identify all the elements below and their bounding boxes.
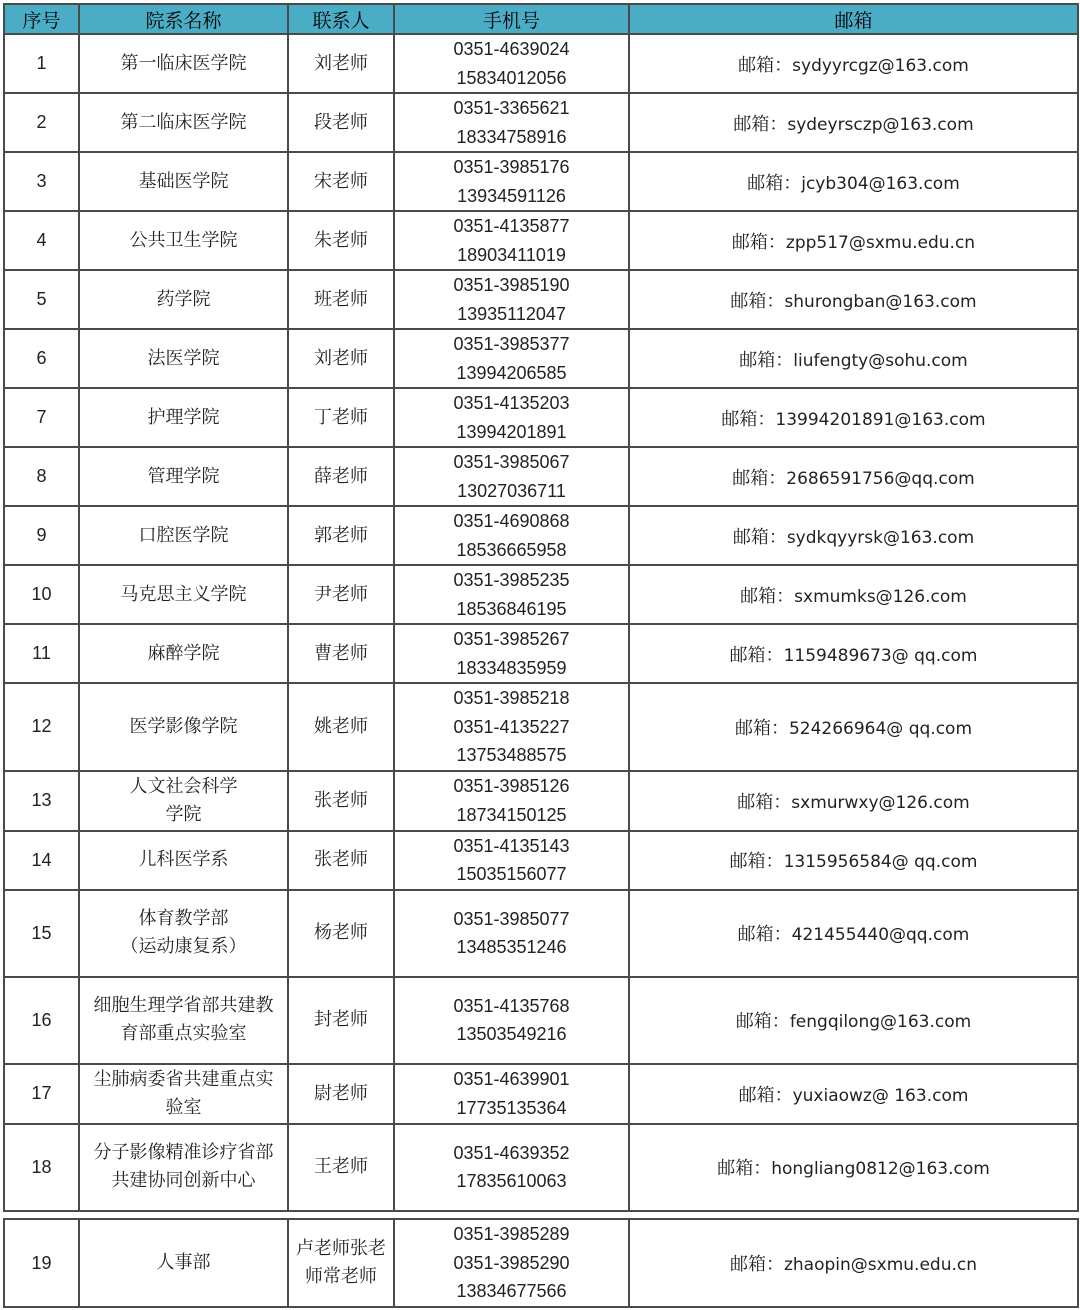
email-label: 邮箱： xyxy=(721,408,776,430)
table-body xyxy=(4,34,1078,1211)
department-name-line: 第二临床医学院 xyxy=(120,111,247,133)
row-index: 14 xyxy=(4,831,79,890)
phone-numbers xyxy=(394,624,629,683)
row-index: 19 xyxy=(4,1219,79,1307)
department-name xyxy=(79,34,288,93)
department-name-line: 麻醉学院 xyxy=(147,642,220,664)
email-cell xyxy=(629,831,1078,890)
department-name-line: 体育教学部 xyxy=(138,908,229,929)
phone-numbers xyxy=(394,447,629,506)
table-row xyxy=(4,270,1078,329)
email-cell xyxy=(629,388,1078,447)
email-address: sydeyrsczp@163.com xyxy=(787,114,974,135)
department-name xyxy=(79,270,288,329)
contact-person xyxy=(288,831,394,890)
email-label: 邮箱： xyxy=(734,717,789,739)
row-index: 1 xyxy=(4,34,79,93)
email-address: 524266964@ qq.com xyxy=(788,718,973,739)
phone-numbers xyxy=(394,1064,629,1124)
contact-person-line: 封老师 xyxy=(314,1009,368,1030)
contact-person xyxy=(288,624,394,683)
phone-numbers xyxy=(394,506,629,565)
email-label: 邮箱： xyxy=(747,172,802,194)
phone-number: 13994206585 xyxy=(456,362,567,383)
department-name-line: 细胞生理学省部共建教 xyxy=(93,995,274,1016)
contact-person xyxy=(288,683,394,771)
contact-person-line: 尹老师 xyxy=(314,583,368,605)
table-row xyxy=(4,1124,1078,1211)
row-index: 9 xyxy=(4,506,79,565)
email-cell xyxy=(629,506,1078,565)
phone-number: 15035156077 xyxy=(456,864,567,884)
email-cell xyxy=(629,152,1078,211)
phone-number: 0351-4639024 xyxy=(453,39,570,59)
email-cell xyxy=(629,683,1078,771)
phone-numbers xyxy=(394,1124,629,1211)
contact-person-line: 张老师 xyxy=(314,789,368,811)
row-index: 18 xyxy=(4,1124,79,1211)
email-address: sydyyrcgz@163.com xyxy=(792,55,969,76)
department-name-line: （运动康复系） xyxy=(120,936,247,957)
phone-number: 0351-3985290 xyxy=(453,1252,570,1273)
phone-number: 18903411019 xyxy=(457,244,566,265)
col-header-index: 序号 xyxy=(4,4,79,34)
department-name-line: 人文社会科学 xyxy=(129,775,238,797)
contact-person-line: 王老师 xyxy=(314,1156,368,1177)
department-name-line: 医学影像学院 xyxy=(129,715,238,737)
department-name-line: 验室 xyxy=(165,1096,202,1118)
phone-number: 0351-4639901 xyxy=(453,1069,570,1089)
phone-number: 0351-4690868 xyxy=(453,511,570,531)
col-header-email: 邮箱 xyxy=(629,4,1078,34)
email-address: zpp517@sxmu.edu.cn xyxy=(785,232,976,253)
email-cell xyxy=(629,977,1078,1064)
phone-number: 13934591126 xyxy=(457,185,566,206)
contact-person-line: 卢老师张老 xyxy=(296,1238,386,1259)
email-label: 邮箱： xyxy=(717,1158,772,1179)
department-name xyxy=(79,565,288,624)
phone-number: 18536846195 xyxy=(456,598,567,619)
contact-person xyxy=(288,1219,394,1307)
department-name-line: 尘肺病委省共建重点实 xyxy=(93,1068,274,1090)
row-index: 7 xyxy=(4,388,79,447)
contact-person-line: 曹老师 xyxy=(314,642,368,664)
phone-numbers xyxy=(394,977,629,1064)
table-row xyxy=(4,1219,1078,1307)
phone-number: 0351-3985176 xyxy=(453,157,570,177)
row-index: 10 xyxy=(4,565,79,624)
email-address: 2686591756@qq.com xyxy=(786,468,975,489)
department-name xyxy=(79,831,288,890)
department-name-line: 第一临床医学院 xyxy=(120,52,247,74)
email-cell xyxy=(629,447,1078,506)
contact-person-line: 郭老师 xyxy=(314,524,368,546)
contact-person xyxy=(288,211,394,270)
row-index: 12 xyxy=(4,683,79,771)
email-cell xyxy=(629,270,1078,329)
email-label: 邮箱： xyxy=(731,231,786,253)
contact-person xyxy=(288,977,394,1064)
department-name-line: 基础医学院 xyxy=(138,170,229,192)
phone-number: 18734150125 xyxy=(456,804,567,825)
contact-person xyxy=(288,93,394,152)
contact-person-line: 杨老师 xyxy=(314,922,368,943)
email-label: 邮箱： xyxy=(729,851,784,872)
contacts-table-extra xyxy=(3,1218,1079,1308)
phone-numbers xyxy=(394,152,629,211)
contact-person-line: 姚老师 xyxy=(314,715,368,737)
department-name-line: 口腔医学院 xyxy=(138,524,229,546)
col-header-phone: 手机号 xyxy=(394,4,629,34)
col-header-contact: 联系人 xyxy=(288,4,394,34)
phone-number: 17835610063 xyxy=(456,1171,567,1191)
department-name xyxy=(79,624,288,683)
department-name-line: 管理学院 xyxy=(147,465,220,487)
phone-number: 18536665958 xyxy=(456,539,567,560)
department-name-line: 马克思主义学院 xyxy=(120,583,247,605)
table-row xyxy=(4,977,1078,1064)
contact-person xyxy=(288,388,394,447)
phone-numbers xyxy=(394,771,629,831)
table-row xyxy=(4,831,1078,890)
email-address: 1315956584@ qq.com xyxy=(783,852,978,872)
email-address: shurongban@163.com xyxy=(784,291,977,312)
contact-person-line: 朱老师 xyxy=(314,229,368,251)
phone-numbers xyxy=(394,211,629,270)
department-name xyxy=(79,683,288,771)
phone-numbers xyxy=(394,890,629,977)
phone-numbers xyxy=(394,1219,629,1307)
contact-person xyxy=(288,329,394,388)
email-cell xyxy=(629,1064,1078,1124)
phone-number: 13027036711 xyxy=(457,480,566,501)
row-index: 11 xyxy=(4,624,79,683)
phone-number: 0351-4135877 xyxy=(453,216,570,236)
row-index: 2 xyxy=(4,93,79,152)
email-address: sydkqyyrsk@163.com xyxy=(786,527,975,548)
email-label: 邮箱： xyxy=(737,791,792,813)
department-name xyxy=(79,211,288,270)
phone-number: 0351-3985067 xyxy=(453,452,570,472)
email-cell xyxy=(629,211,1078,270)
email-label: 邮箱： xyxy=(737,924,792,945)
phone-number: 0351-3985077 xyxy=(453,908,570,929)
phone-numbers xyxy=(394,93,629,152)
contact-person xyxy=(288,152,394,211)
department-name-line: 共建协同创新中心 xyxy=(111,1170,256,1191)
table-row xyxy=(4,890,1078,977)
contact-person xyxy=(288,34,394,93)
phone-number: 0351-3365621 xyxy=(453,98,570,118)
row-index: 16 xyxy=(4,977,79,1064)
email-address: fengqilong@163.com xyxy=(789,1012,972,1032)
table-row xyxy=(4,211,1078,270)
department-name xyxy=(79,329,288,388)
email-cell xyxy=(629,34,1078,93)
department-name-line: 分子影像精准诊疗省部 xyxy=(93,1142,274,1163)
contact-person xyxy=(288,270,394,329)
row-index: 13 xyxy=(4,771,79,831)
email-label: 邮箱： xyxy=(735,1011,790,1032)
email-address: zhaopin@sxmu.edu.cn xyxy=(783,1255,977,1275)
contact-person-line: 刘老师 xyxy=(314,52,368,74)
phone-number: 0351-4135227 xyxy=(453,716,570,737)
contact-person xyxy=(288,447,394,506)
row-index: 15 xyxy=(4,890,79,977)
row-index: 6 xyxy=(4,329,79,388)
table-row xyxy=(4,93,1078,152)
phone-number: 0351-3985126 xyxy=(453,776,570,796)
phone-number: 13753488575 xyxy=(456,745,567,765)
department-name-line: 护理学院 xyxy=(147,406,220,428)
row-index: 3 xyxy=(4,152,79,211)
email-cell xyxy=(629,1124,1078,1211)
phone-number: 13834677566 xyxy=(456,1281,567,1302)
department-name-line: 儿科医学系 xyxy=(138,849,229,870)
table-row xyxy=(4,565,1078,624)
email-address: 1159489673@ qq.com xyxy=(783,645,978,666)
phone-number: 15834012056 xyxy=(456,67,567,88)
phone-numbers xyxy=(394,329,629,388)
phone-number: 0351-4135203 xyxy=(453,393,570,413)
email-label: 邮箱： xyxy=(738,1084,793,1106)
row-index: 4 xyxy=(4,211,79,270)
email-address: 421455440@qq.com xyxy=(791,925,970,945)
department-name-line: 人事部 xyxy=(156,1252,211,1273)
table-row xyxy=(4,1064,1078,1124)
email-address: hongliang0812@163.com xyxy=(771,1159,990,1179)
department-name xyxy=(79,506,288,565)
phone-number: 0351-3985289 xyxy=(453,1224,570,1245)
phone-number: 0351-4135768 xyxy=(453,995,570,1016)
phone-numbers xyxy=(394,683,629,771)
email-address: jcyb304@163.com xyxy=(801,173,960,194)
department-name xyxy=(79,388,288,447)
contact-person-line: 段老师 xyxy=(314,111,368,133)
email-address: sxmumks@126.com xyxy=(794,586,967,607)
department-name-line: 学院 xyxy=(165,803,202,825)
department-name-line: 药学院 xyxy=(156,288,211,310)
phone-number: 0351-3985267 xyxy=(453,629,570,649)
email-label: 邮箱： xyxy=(730,290,785,312)
phone-number: 0351-4639352 xyxy=(453,1142,570,1163)
col-header-department: 院系名称 xyxy=(79,4,288,34)
phone-number: 18334758916 xyxy=(456,126,567,147)
phone-number: 13485351246 xyxy=(456,937,567,957)
table-row xyxy=(4,506,1078,565)
contact-person-line: 尉老师 xyxy=(314,1082,368,1104)
row-index: 17 xyxy=(4,1064,79,1124)
contact-person-line: 薛老师 xyxy=(314,465,368,487)
contact-person xyxy=(288,506,394,565)
phone-numbers xyxy=(394,388,629,447)
department-name-line: 育部重点实验室 xyxy=(120,1023,247,1044)
table-row xyxy=(4,388,1078,447)
department-name xyxy=(79,1064,288,1124)
email-label: 邮箱： xyxy=(732,467,787,489)
email-label: 邮箱： xyxy=(740,585,795,607)
table-row xyxy=(4,329,1078,388)
email-cell xyxy=(629,93,1078,152)
contact-person-line: 师常老师 xyxy=(305,1266,377,1287)
department-name-line: 法医学院 xyxy=(147,347,220,369)
email-address: liufengty@sohu.com xyxy=(793,350,968,371)
email-label: 邮箱： xyxy=(732,526,787,548)
contact-person-line: 班老师 xyxy=(314,288,368,310)
table-body-extra xyxy=(4,1219,1078,1307)
department-name xyxy=(79,890,288,977)
phone-numbers xyxy=(394,565,629,624)
phone-number: 0351-3985235 xyxy=(453,570,570,590)
phone-numbers xyxy=(394,270,629,329)
department-name-line: 公共卫生学院 xyxy=(129,229,238,251)
phone-number: 0351-3985218 xyxy=(453,688,570,708)
contacts-table xyxy=(3,3,1079,1212)
department-name xyxy=(79,771,288,831)
email-label: 邮箱： xyxy=(739,349,794,371)
contact-person xyxy=(288,890,394,977)
contact-person xyxy=(288,565,394,624)
table-row xyxy=(4,152,1078,211)
table-row xyxy=(4,683,1078,771)
email-cell xyxy=(629,771,1078,831)
phone-numbers xyxy=(394,34,629,93)
email-label: 邮箱： xyxy=(738,54,793,76)
phone-number: 0351-3985377 xyxy=(453,334,570,354)
phone-number: 17735135364 xyxy=(456,1097,567,1118)
email-address: 13994201891@163.com xyxy=(775,409,986,430)
table-header-row xyxy=(4,4,1078,34)
department-name xyxy=(79,447,288,506)
department-name xyxy=(79,977,288,1064)
phone-number: 13503549216 xyxy=(456,1024,567,1044)
contact-person xyxy=(288,1124,394,1211)
table-row xyxy=(4,447,1078,506)
row-index: 5 xyxy=(4,270,79,329)
phone-number: 13935112047 xyxy=(457,303,566,324)
department-name xyxy=(79,152,288,211)
phone-number: 0351-3985190 xyxy=(453,275,570,295)
department-name xyxy=(79,93,288,152)
email-cell xyxy=(629,565,1078,624)
phone-number: 18334835959 xyxy=(456,657,567,678)
email-address: yuxiaowz@ 163.com xyxy=(792,1085,969,1106)
table-row xyxy=(4,771,1078,831)
contact-person-line: 丁老师 xyxy=(314,406,368,428)
department-name xyxy=(79,1219,288,1307)
phone-number: 0351-4135143 xyxy=(453,835,570,856)
email-label: 邮箱： xyxy=(733,113,788,135)
phone-numbers xyxy=(394,831,629,890)
email-label: 邮箱： xyxy=(729,644,784,666)
contact-person-line: 刘老师 xyxy=(314,347,368,369)
phone-number: 13994201891 xyxy=(456,421,567,442)
table-row xyxy=(4,624,1078,683)
email-label: 邮箱： xyxy=(729,1254,784,1275)
contact-person-line: 张老师 xyxy=(314,849,368,870)
table-row xyxy=(4,34,1078,93)
email-cell xyxy=(629,329,1078,388)
contact-person xyxy=(288,1064,394,1124)
email-cell xyxy=(629,1219,1078,1307)
row-index: 8 xyxy=(4,447,79,506)
contact-person-line: 宋老师 xyxy=(314,170,368,192)
email-cell xyxy=(629,624,1078,683)
department-name xyxy=(79,1124,288,1211)
contact-person xyxy=(288,771,394,831)
email-cell xyxy=(629,890,1078,977)
email-address: sxmurwxy@126.com xyxy=(791,792,970,813)
